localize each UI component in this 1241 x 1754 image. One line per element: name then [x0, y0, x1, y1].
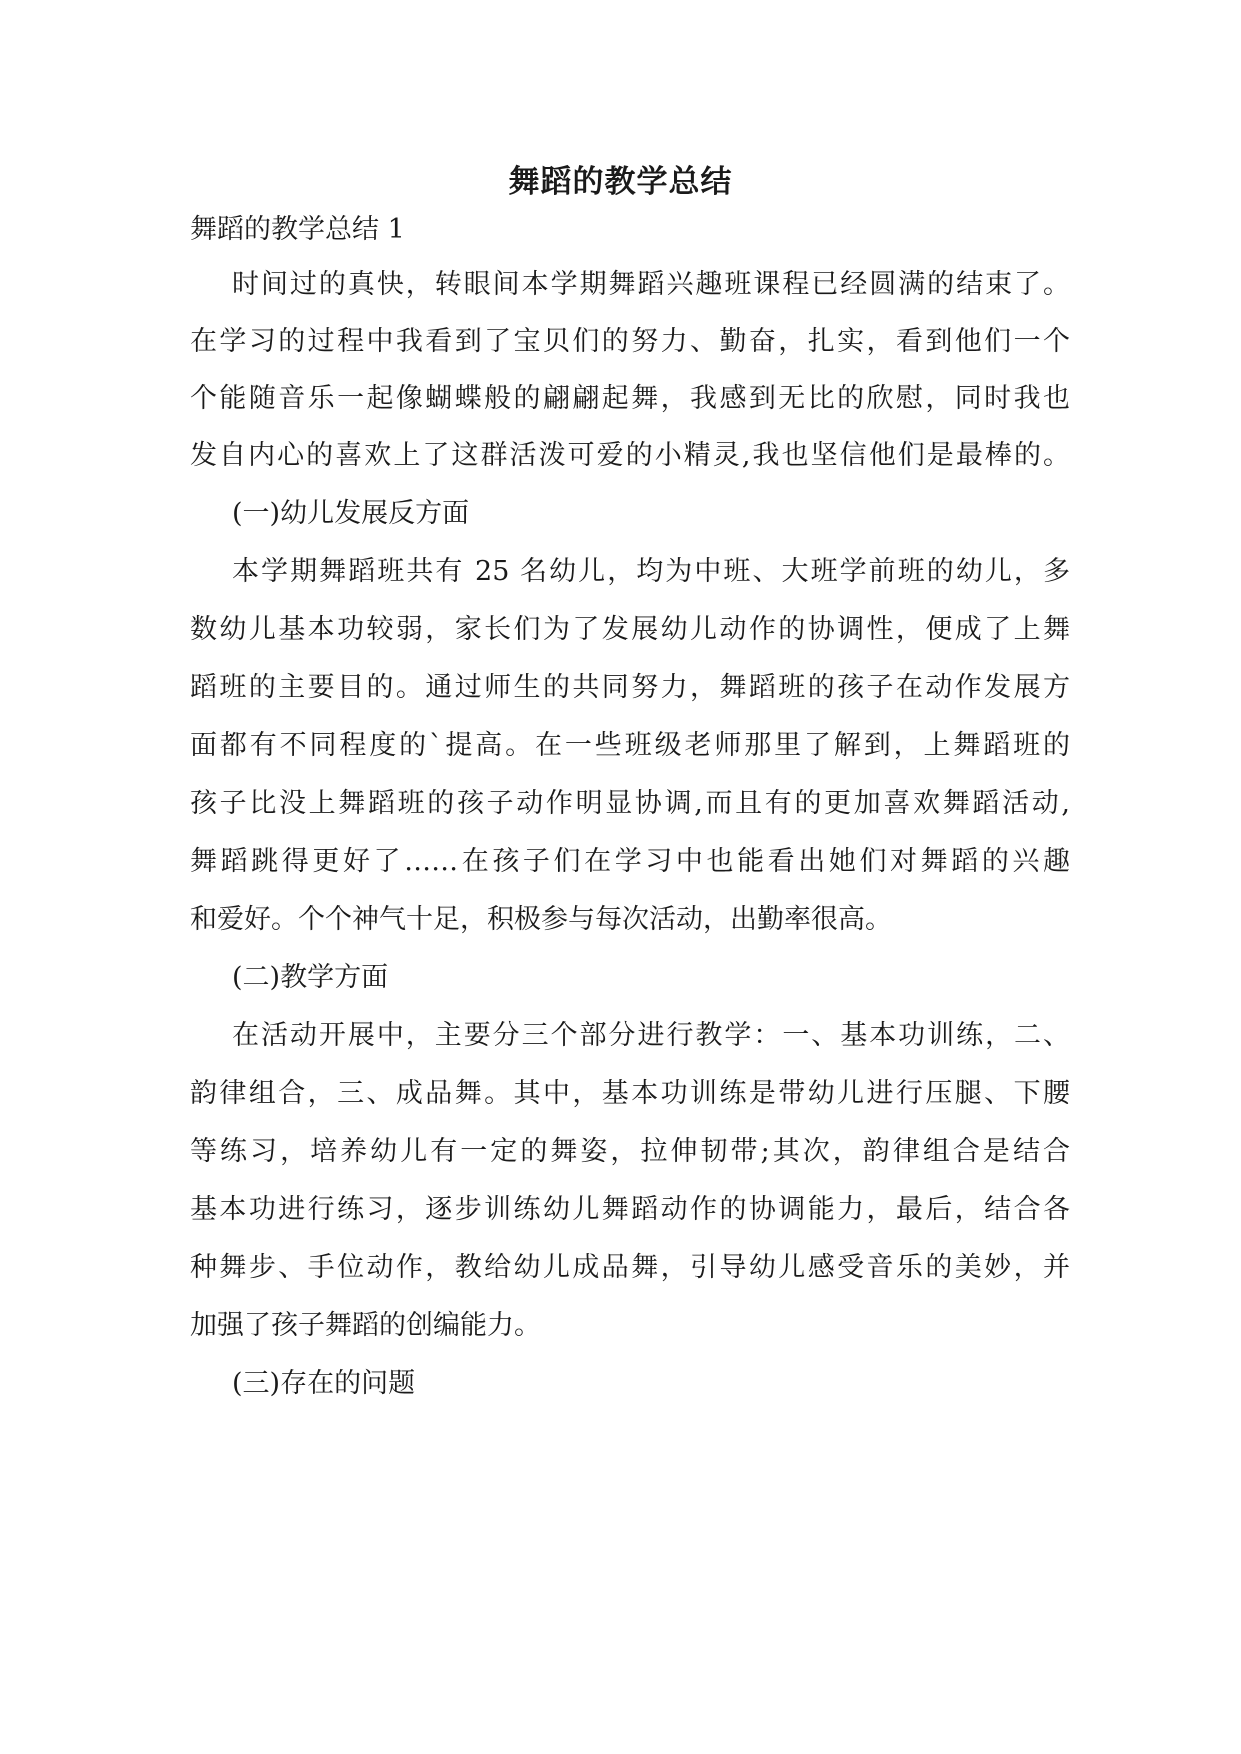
paragraph-3-line-3: 等练习，培养幼儿有一定的舞姿，拉伸韧带;其次，韵律组合是结合: [190, 1136, 1070, 1167]
paragraph-2-line-6: 舞蹈跳得更好了……在孩子们在学习中也能看出她们对舞蹈的兴趣: [190, 846, 1070, 877]
section-heading-1: 舞蹈的教学总结 1: [190, 214, 405, 245]
paragraph-3-line-5: 种舞步、手位动作，教给幼儿成品舞，引导幼儿感受音乐的美妙，并: [190, 1252, 1070, 1283]
paragraph-2-line-1: 本学期舞蹈班共有 25 名幼儿，均为中班、大班学前班的幼儿，多: [232, 556, 1070, 587]
subheading-1: (一)幼儿发展反方面: [232, 498, 470, 529]
document-title: 舞蹈的教学总结: [508, 164, 733, 200]
paragraph-1-line-2: 在学习的过程中我看到了宝贝们的努力、勤奋，扎实，看到他们一个: [190, 326, 1070, 357]
paragraph-1-line-3: 个能随音乐一起像蝴蝶般的翩翩起舞，我感到无比的欣慰，同时我也: [190, 383, 1070, 414]
paragraph-1-line-1: 时间过的真快，转眼间本学期舞蹈兴趣班课程已经圆满的结束了。: [232, 269, 1070, 300]
paragraph-3-line-1: 在活动开展中，主要分三个部分进行教学：一、基本功训练，二、: [232, 1020, 1070, 1051]
paragraph-2-line-4: 面都有不同程度的`提高。在一些班级老师那里了解到，上舞蹈班的: [190, 730, 1070, 761]
subheading-3: (三)存在的问题: [232, 1368, 416, 1399]
paragraph-1-line-4: 发自内心的喜欢上了这群活泼可爱的小精灵,我也坚信他们是最棒的。: [190, 440, 1070, 471]
paragraph-3-line-2: 韵律组合，三、成品舞。其中，基本功训练是带幼儿进行压腿、下腰: [190, 1078, 1070, 1109]
paragraph-3-line-4: 基本功进行练习，逐步训练幼儿舞蹈动作的协调能力，最后，结合各: [190, 1194, 1070, 1225]
paragraph-2-line-7: 和爱好。个个神气十足，积极参与每次活动，出勤率很高。: [190, 904, 892, 935]
paragraph-2-line-5: 孩子比没上舞蹈班的孩子动作明显协调,而且有的更加喜欢舞蹈活动,: [190, 788, 1070, 819]
paragraph-3-line-6: 加强了孩子舞蹈的创编能力。: [190, 1310, 541, 1341]
subheading-2: (二)教学方面: [232, 962, 389, 993]
paragraph-2-line-2: 数幼儿基本功较弱，家长们为了发展幼儿动作的协调性，便成了上舞: [190, 614, 1070, 645]
paragraph-2-line-3: 蹈班的主要目的。通过师生的共同努力，舞蹈班的孩子在动作发展方: [190, 672, 1070, 703]
